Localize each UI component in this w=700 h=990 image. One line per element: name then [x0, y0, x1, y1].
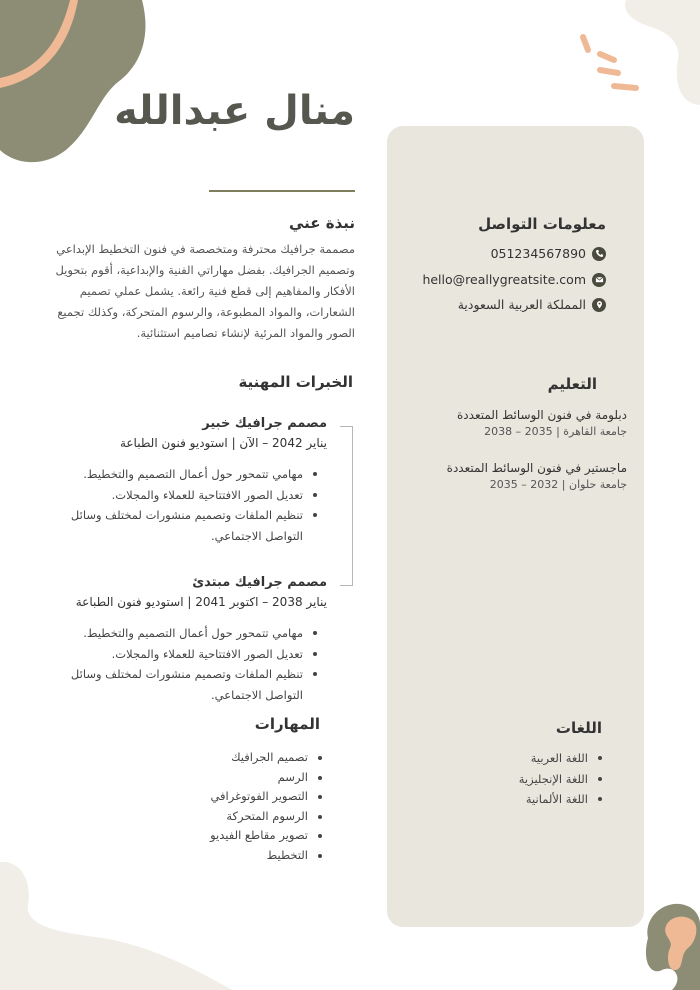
person-name: منال عبدالله — [114, 88, 355, 134]
about-line: الشعارات، والمواد المطبوعة، والرسوم المتحركة، وكذلك تجميع — [57, 305, 355, 319]
job-title: مصمم جرافيك خبير — [202, 416, 327, 431]
contact-location-row — [458, 297, 606, 312]
list-item: الرسوم المتحركة — [122, 807, 322, 827]
job-subtitle: يناير 2042 – الآن | استوديو فنون الطباعة — [119, 436, 327, 450]
about-text — [45, 239, 355, 344]
about-line: مصممة جرافيك محترفة ومتخصصة في فنون التخطيط الإبداعي — [56, 242, 355, 256]
job-tasks — [57, 623, 317, 705]
list-item: تصوير مقاطع الفيديو — [122, 826, 322, 846]
languages-list — [442, 748, 602, 810]
list-item: الرسم — [122, 768, 322, 788]
location-pin-icon — [592, 298, 606, 312]
list-item: التصوير الفوتوغرافي — [122, 787, 322, 807]
job-entry — [57, 416, 327, 546]
education-subtitle: جامعة القاهرة | 2035 – 2038 — [484, 425, 627, 438]
list-item: اللغة الإنجليزية — [442, 769, 602, 790]
education-item — [387, 461, 627, 491]
experience-bracket — [340, 426, 353, 586]
skills-list — [122, 748, 322, 865]
list-item: تعديل الصور الافتتاحية للعملاء والمجلات. — [57, 644, 317, 665]
phone-icon — [592, 247, 606, 261]
list-item: تعديل الصور الافتتاحية للعملاء والمجلات. — [57, 485, 317, 506]
contact-heading: معلومات التواصل — [478, 215, 606, 233]
experience-heading: الخبرات المهنية — [238, 373, 353, 391]
decor-blob-top-left — [0, 0, 150, 165]
name-divider — [209, 190, 355, 192]
contact-phone[interactable]: 051234567890 — [490, 246, 586, 261]
about-line: وتصميم الجرافيك. بفضل مهاراتي الفنية والإبداعية، أقوم بتحويل — [55, 263, 355, 277]
contact-email[interactable]: hello@reallygreatsite.com — [422, 272, 586, 287]
job-subtitle: يناير 2038 – اكتوبر 2041 | استوديو فنون الطباعة — [75, 595, 327, 609]
education-heading: التعليم — [547, 375, 597, 393]
list-item: مهامي تتمحور حول أعمال التصميم والتخطيط. — [57, 623, 317, 644]
skills-heading: المهارات — [254, 715, 320, 733]
contact-location: المملكة العربية السعودية — [457, 297, 586, 312]
envelope-icon — [592, 273, 606, 287]
about-line: الأفكار والمفاهيم إلى قطع فنية رائعة. يشمل عملي تصميم — [79, 284, 355, 298]
decor-blob-bottom-right — [640, 898, 700, 990]
list-item: اللغة العربية — [442, 748, 602, 769]
education-item — [387, 408, 627, 438]
list-item: اللغة الألمانية — [442, 789, 602, 810]
job-tasks — [57, 464, 317, 546]
about-heading: نبذة عني — [288, 214, 355, 232]
decor-sparkle-icon — [574, 32, 644, 94]
list-item: التخطيط — [122, 846, 322, 866]
list-item: تنظيم الملفات وتصميم منشورات لمختلف وسائل التواصل الاجتماعي. — [57, 664, 317, 705]
list-item: مهامي تتمحور حول أعمال التصميم والتخطيط. — [57, 464, 317, 485]
decor-blob-bottom-left — [0, 862, 235, 990]
contact-email-row — [422, 272, 606, 287]
list-item: تصميم الجرافيك — [122, 748, 322, 768]
about-line: الصور والمواد المرئية لإنشاء تصاميم استثنائية. — [136, 326, 355, 340]
list-item: تنظيم الملفات وتصميم منشورات لمختلف وسائل التواصل الاجتماعي. — [57, 505, 317, 546]
education-title: دبلومة في فنون الوسائط المتعددة — [457, 408, 627, 422]
contact-phone-row — [491, 246, 606, 261]
job-title: مصمم جرافيك مبتدئ — [192, 575, 327, 590]
job-entry — [27, 575, 327, 705]
languages-heading: اللغات — [555, 719, 602, 737]
education-title: ماجستير في فنون الوسائط المتعددة — [446, 461, 627, 475]
education-subtitle: جامعة حلوان | 2032 – 2035 — [489, 478, 627, 491]
